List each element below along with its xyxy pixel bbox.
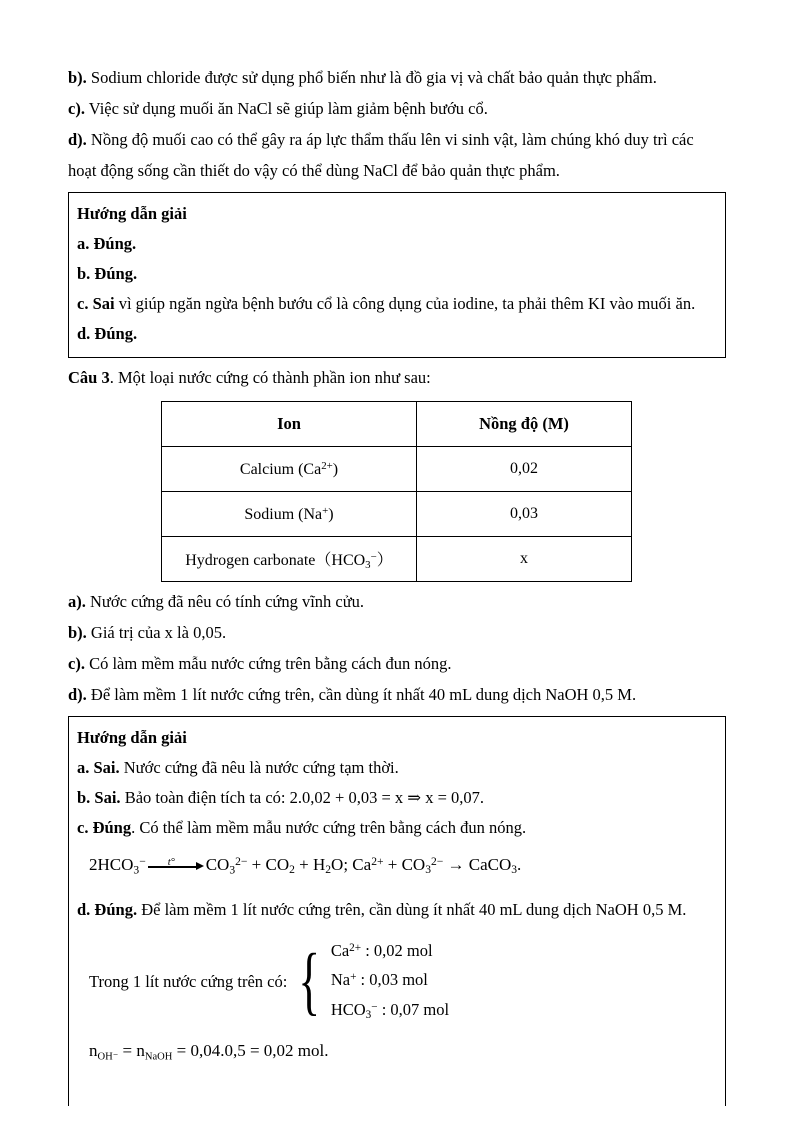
q3-statement-b [68,617,726,648]
solution-box-2-title: Hướng dẫn giải [77,728,187,747]
ion-tail-sodium: ) [328,505,334,523]
q3-statement-a-text: Nước cứng đã nêu có tính cứng vĩnh cửu. [85,592,365,611]
statement-c-text: Việc sử dụng muối ăn NaCl sẽ giúp làm giảm bệnh bướu cổ. [84,99,488,118]
question-3-heading [68,362,726,393]
mole-system-items [331,935,449,1027]
table-cell-value-bicarbonate: x [417,537,632,582]
mole-calculation-line [89,1036,717,1072]
chemical-equation [89,845,717,887]
solution-1-line-b [77,259,717,289]
mole-item-calcium [331,935,449,964]
solution-1-line-a [77,229,717,259]
solution-1-line-d [77,319,717,349]
statement-c-marker: c). [68,99,85,118]
q3-statement-a [68,586,726,617]
solution-2-line-d-verdict: d. Đúng. [77,900,138,920]
mole-item-bicarbonate-charge: − [371,1000,378,1013]
equation-reactant: 2HCO [89,855,134,875]
ion-charge-sodium: + [322,504,329,517]
statement-d-text: Nồng độ muối cao có thể gây ra áp lực thẩm thấu lên vi sinh vật, làm chúng khó duy trì các hoạt động sống cần thiết do vậy có thể dùng NaCl để bảo quản thực phẩm. [68,130,694,180]
statement-b-marker: b). [68,68,87,87]
statement-d-marker: d). [68,130,87,149]
n-oh-symbol: n [89,1040,98,1060]
question-3-label: Câu 3 [68,368,110,387]
statement-b [68,62,726,93]
equation-product-sup: 2− [235,855,248,868]
solution-box-2 [68,716,726,1106]
table-row [162,492,632,537]
equation-reactant-sup: − [139,855,146,868]
q3-statement-d [68,679,726,710]
solution-box-1 [68,192,726,358]
table-cell-value-calcium: 0,02 [417,447,632,492]
solution-2-line-b-text: Bảo toàn điện tích ta có: 2.0,02 + 0,03 = x ⇒ x = 0,07. [120,788,485,807]
solution-2-line-d [77,895,717,925]
mole-item-sodium-value: : 0,03 mol [356,970,428,990]
q3-statement-d-text: Để làm mềm 1 lít nước cứng trên, cần dùng ít nhất 40 mL dung dịch NaOH 0,5 M. [86,685,637,704]
equation-reactant-sub: 3 [133,863,140,877]
mole-item-sodium [331,964,449,993]
ion-name-bicarbonate: Hydrogen carbonate（HCO [185,551,366,569]
ion-charge-bicarbonate: − [370,551,377,564]
table-header-ion: Ion [162,402,417,447]
question-3-text: . Một loại nước cứng có thành phần ion như sau: [109,368,431,387]
mole-item-sodium-species: Na [330,970,351,990]
mole-item-calcium-charge: 2+ [349,942,362,955]
mole-item-bicarbonate-species: HCO [330,999,366,1019]
n-equals-1: = [118,1040,137,1060]
ion-tail-bicarbonate: ） [376,551,393,569]
solution-1-line-c [77,289,717,319]
n-naoh-symbol: n [136,1040,145,1060]
q3-statement-d-marker: d). [68,685,87,704]
solution-1-line-d-verdict: d. Đúng. [77,324,138,343]
q3-statement-b-marker: b). [68,623,87,642]
table-row [162,447,632,492]
ion-tail-calcium: ) [332,460,339,478]
solution-box-1-title: Hướng dẫn giải [77,204,187,223]
ion-concentration-table [161,401,632,582]
statement-c [68,93,726,124]
mole-item-bicarbonate-sub: 3 [365,1008,372,1021]
table-cell-value-sodium: 0,03 [417,492,632,537]
solution-box-2-cut-spacer [77,1072,717,1098]
q3-statement-a-marker: a). [68,592,86,611]
mole-item-calcium-value: : 0,02 mol [361,941,433,961]
ion-sub-bicarbonate: 3 [365,559,371,572]
solution-2-line-a [77,753,717,783]
left-brace-icon: { [298,938,321,1023]
mole-item-calcium-species: Ca [330,941,350,961]
solution-2-line-a-text: Nước cứng đã nêu là nước cứng tạm thời. [119,758,399,777]
q3-statement-c-marker: c). [68,654,85,673]
table-row [162,537,632,582]
solution-2-line-a-verdict: a. Sai. [77,758,120,777]
solution-2-line-c-verdict: c. Đúng [77,818,132,837]
table-cell-ion-calcium [162,447,417,492]
solution-2-line-d-text: Để làm mềm 1 lít nước cứng trên, cần dùng ít nhất 40 mL dung dịch NaOH 0,5 M. [137,900,687,920]
mole-system-label: Trong 1 lít nước cứng trên có: [89,971,288,991]
q3-statement-b-text: Giá trị của x là 0,05. [86,623,227,642]
solution-1-line-b-verdict: b. Đúng. [77,264,138,283]
ion-name-calcium: Calcium (Ca [239,460,322,478]
mole-item-sodium-charge: + [350,971,357,984]
arrow-condition-label: t° [167,856,175,868]
reaction-arrow-icon [148,858,204,875]
table-cell-ion-sodium [162,492,417,537]
solution-2-line-c-text: . Có thể làm mềm mẫu nước cứng trên bằng cách đun nóng. [131,818,527,837]
solution-1-line-c-verdict: c. Sai [77,294,115,313]
page-content [68,62,726,1106]
statement-d [68,124,726,186]
table-header-concentration: Nồng độ (M) [417,402,632,447]
table-header-row [162,402,632,447]
solution-1-line-a-verdict: a. Đúng. [77,234,137,253]
q3-statement-c-text: Có làm mềm mẫu nước cứng trên bằng cách đun nóng. [84,654,452,673]
mole-item-bicarbonate [331,994,449,1028]
solution-1-line-c-text: vì giúp ngăn ngừa bệnh bướu cổ là công dụng của iodine, ta phải thêm KI vào muối ăn. [114,294,696,313]
mole-system [89,935,717,1027]
mole-item-bicarbonate-value: : 0,07 mol [377,999,450,1019]
equation-remainder: + $CO_2 + H_2O$; $Ca^{2+} + CO_3^{2-}$ → CaCO$_3$. [247,855,522,877]
ion-charge-calcium: 2+ [321,459,333,472]
n-naoh-subscript: NaOH [144,1051,173,1063]
n-oh-subscript: OH⁻ [97,1051,119,1063]
equation-product-sub: 3 [229,863,236,877]
table-cell-ion-bicarbonate [162,537,417,582]
statement-b-text: Sodium chloride được sử dụng phổ biến như là đồ gia vị và chất bảo quản thực phẩm. [86,68,657,87]
solution-2-line-b-verdict: b. Sai. [77,788,121,807]
ion-table-wrapper [68,401,726,582]
equation-product: CO [205,855,230,875]
ion-name-sodium: Sodium (Na [244,505,323,523]
solution-2-line-b [77,783,717,813]
n-calculation-result: = 0,04.0,5 = 0,02 mol. [172,1040,329,1060]
q3-statement-c [68,648,726,679]
solution-2-line-c [77,813,717,843]
